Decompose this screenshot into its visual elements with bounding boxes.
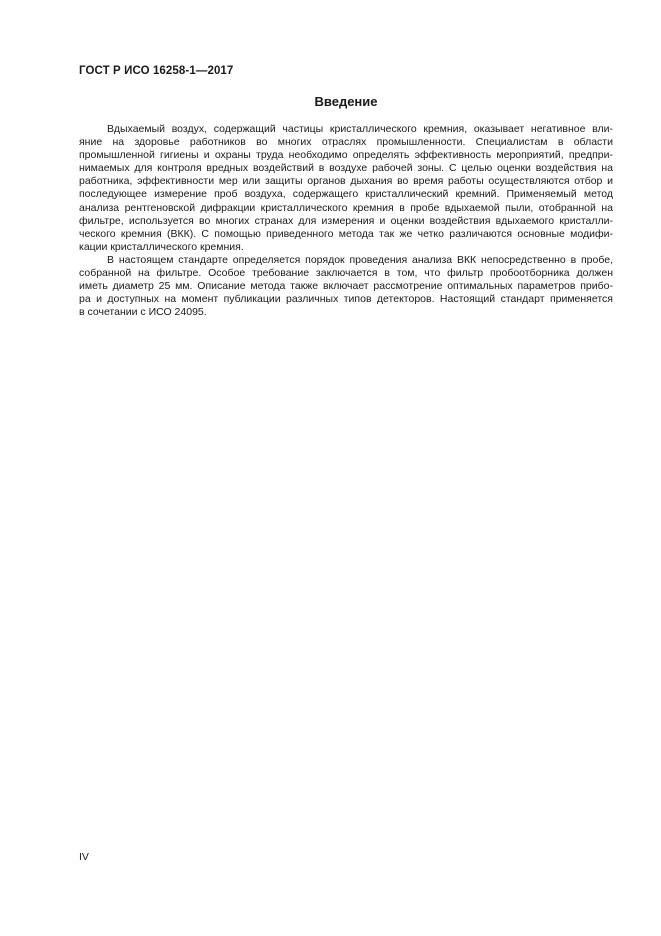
- page-number: IV: [79, 851, 89, 863]
- text-line: В настоящем стандарте определяется порядок проведения анализа ВКК непосредственно в пробе,: [107, 253, 613, 266]
- text-line: кации кристаллического кремния.: [79, 240, 244, 253]
- text-line: промышленной гигиены и охраны труда необходимо определять эффективность мероприятий, предпри-: [79, 149, 613, 162]
- section-title: Введение: [314, 94, 378, 109]
- text-line: нимаемых для контроля вредных воздействий в воздухе рабочей зоны. С целью оценки воздействия на: [79, 162, 613, 175]
- text-line: иметь диаметр 25 мм. Описание метода также включает рассмотрение оптимальных параметров прибо-: [79, 280, 613, 293]
- paragraph-1: [79, 123, 613, 254]
- introduction-body: [79, 123, 613, 319]
- text-line: ра и доступных на момент публикации различных типов детекторов. Настоящий стандарт применяется: [79, 293, 613, 306]
- text-line: последующее измерение проб воздуха, содержащего кристаллический кремний. Применяемый метод: [79, 188, 613, 201]
- standard-number: ГОСТ Р ИСО 16258-1—2017: [79, 65, 234, 77]
- text-line: Вдыхаемый воздух, содержащий частицы кристаллического кремния, оказывает негативное вли-: [107, 123, 613, 135]
- text-line: собранной на фильтре. Особое требование заключается в том, что фильтр пробоотборника должен: [79, 267, 613, 280]
- text-line: фильтре, используется во многих странах для измерения и оценки воздействия вдыхаемого кристалли-: [79, 214, 613, 227]
- text-line: анализа рентгеновской дифракции кристаллического кремния в пробе вдыхаемой пыли, отобранной на: [79, 201, 613, 214]
- paragraph-2: [79, 254, 613, 319]
- text-line: яние на здоровье работников во многих отраслях промышленности. Специалистам в области: [79, 136, 613, 149]
- text-line: в сочетании с ИСО 24095.: [79, 306, 207, 319]
- text-line: ческого кремния (ВКК). С помощью приведенного метода так же четко различаются основные модифи-: [79, 227, 613, 240]
- text-line: работника, эффективности мер или защиты органов дыхания во время работы осуществляются отбор и: [79, 175, 613, 188]
